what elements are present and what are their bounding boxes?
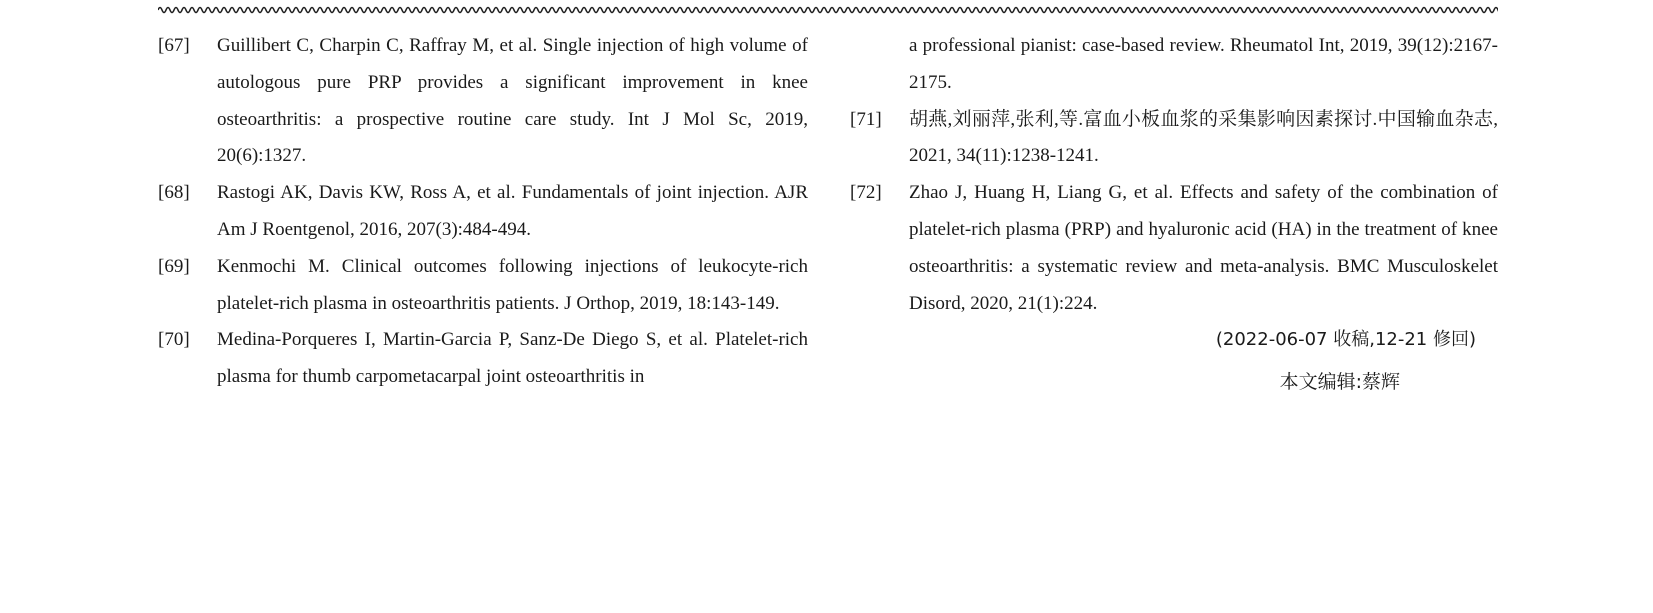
reference-70 xyxy=(158,322,808,396)
reference-text: Medina-Porqueres I, Martin-Garcia P, Sanz-De Diego S, et al. Platelet-rich plasma for thumb carpometacarpal joint osteoarthritis in xyxy=(217,329,808,388)
reference-67 xyxy=(158,28,808,175)
reference-72 xyxy=(850,175,1498,322)
received-date-note: (2022-06-07 收稿,12-21 修回) xyxy=(1215,329,1476,351)
reference-text: Guillibert C, Charpin C, Raffray M, et al. Single injection of high volume of autologous pure PRP provides a significant improvement in knee osteoarthritis: a prospective routine care study. Int J Mol Sc, 2019, 20(6):1327. xyxy=(217,35,808,167)
left-column xyxy=(158,28,808,396)
reference-68 xyxy=(158,175,808,249)
reference-71 xyxy=(850,102,1498,176)
reference-number: [70] xyxy=(158,329,190,351)
reference-69 xyxy=(158,249,808,323)
reference-70-continuation: a professional pianist: case-based review. Rheumatol Int, 2019, 39(12):2167-2175. xyxy=(909,35,1498,93)
reference-number: [67] xyxy=(158,35,190,56)
editor-note: 本文编辑:蔡辉 xyxy=(1279,371,1400,394)
reference-text: Kenmochi M. Clinical outcomes following injections of leukocyte-rich platelet-rich plasma in osteoarthritis patients. J Orthop, 2019, 18:143-149. xyxy=(217,255,808,314)
reference-text: Rastogi AK, Davis KW, Ross A, et al. Fundamentals of joint injection. AJR Am J Roentgenol, 2016, 207(3):484-494. xyxy=(217,182,808,240)
right-column xyxy=(850,28,1498,397)
reference-number: [71] xyxy=(850,108,882,130)
wavy-divider xyxy=(158,4,1498,16)
reference-text: 胡燕,刘丽萍,张利,等.富血小板血浆的采集影响因素探讨.中国输血杂志, 2021, 34(11):1238-1241. xyxy=(909,108,1498,167)
reference-text: Zhao J, Huang H, Liang G, et al. Effects and safety of the combination of platelet-rich plasma (PRP) and hyaluronic acid (HA) in the treatment of knee osteoarthritis: a systematic review and meta-analysis. BMC Musculoskelet Disord, 2020, 21(1):224. xyxy=(909,182,1498,314)
reference-number: [68] xyxy=(158,182,190,204)
reference-number: [69] xyxy=(158,255,190,277)
reference-number: [72] xyxy=(850,182,882,204)
